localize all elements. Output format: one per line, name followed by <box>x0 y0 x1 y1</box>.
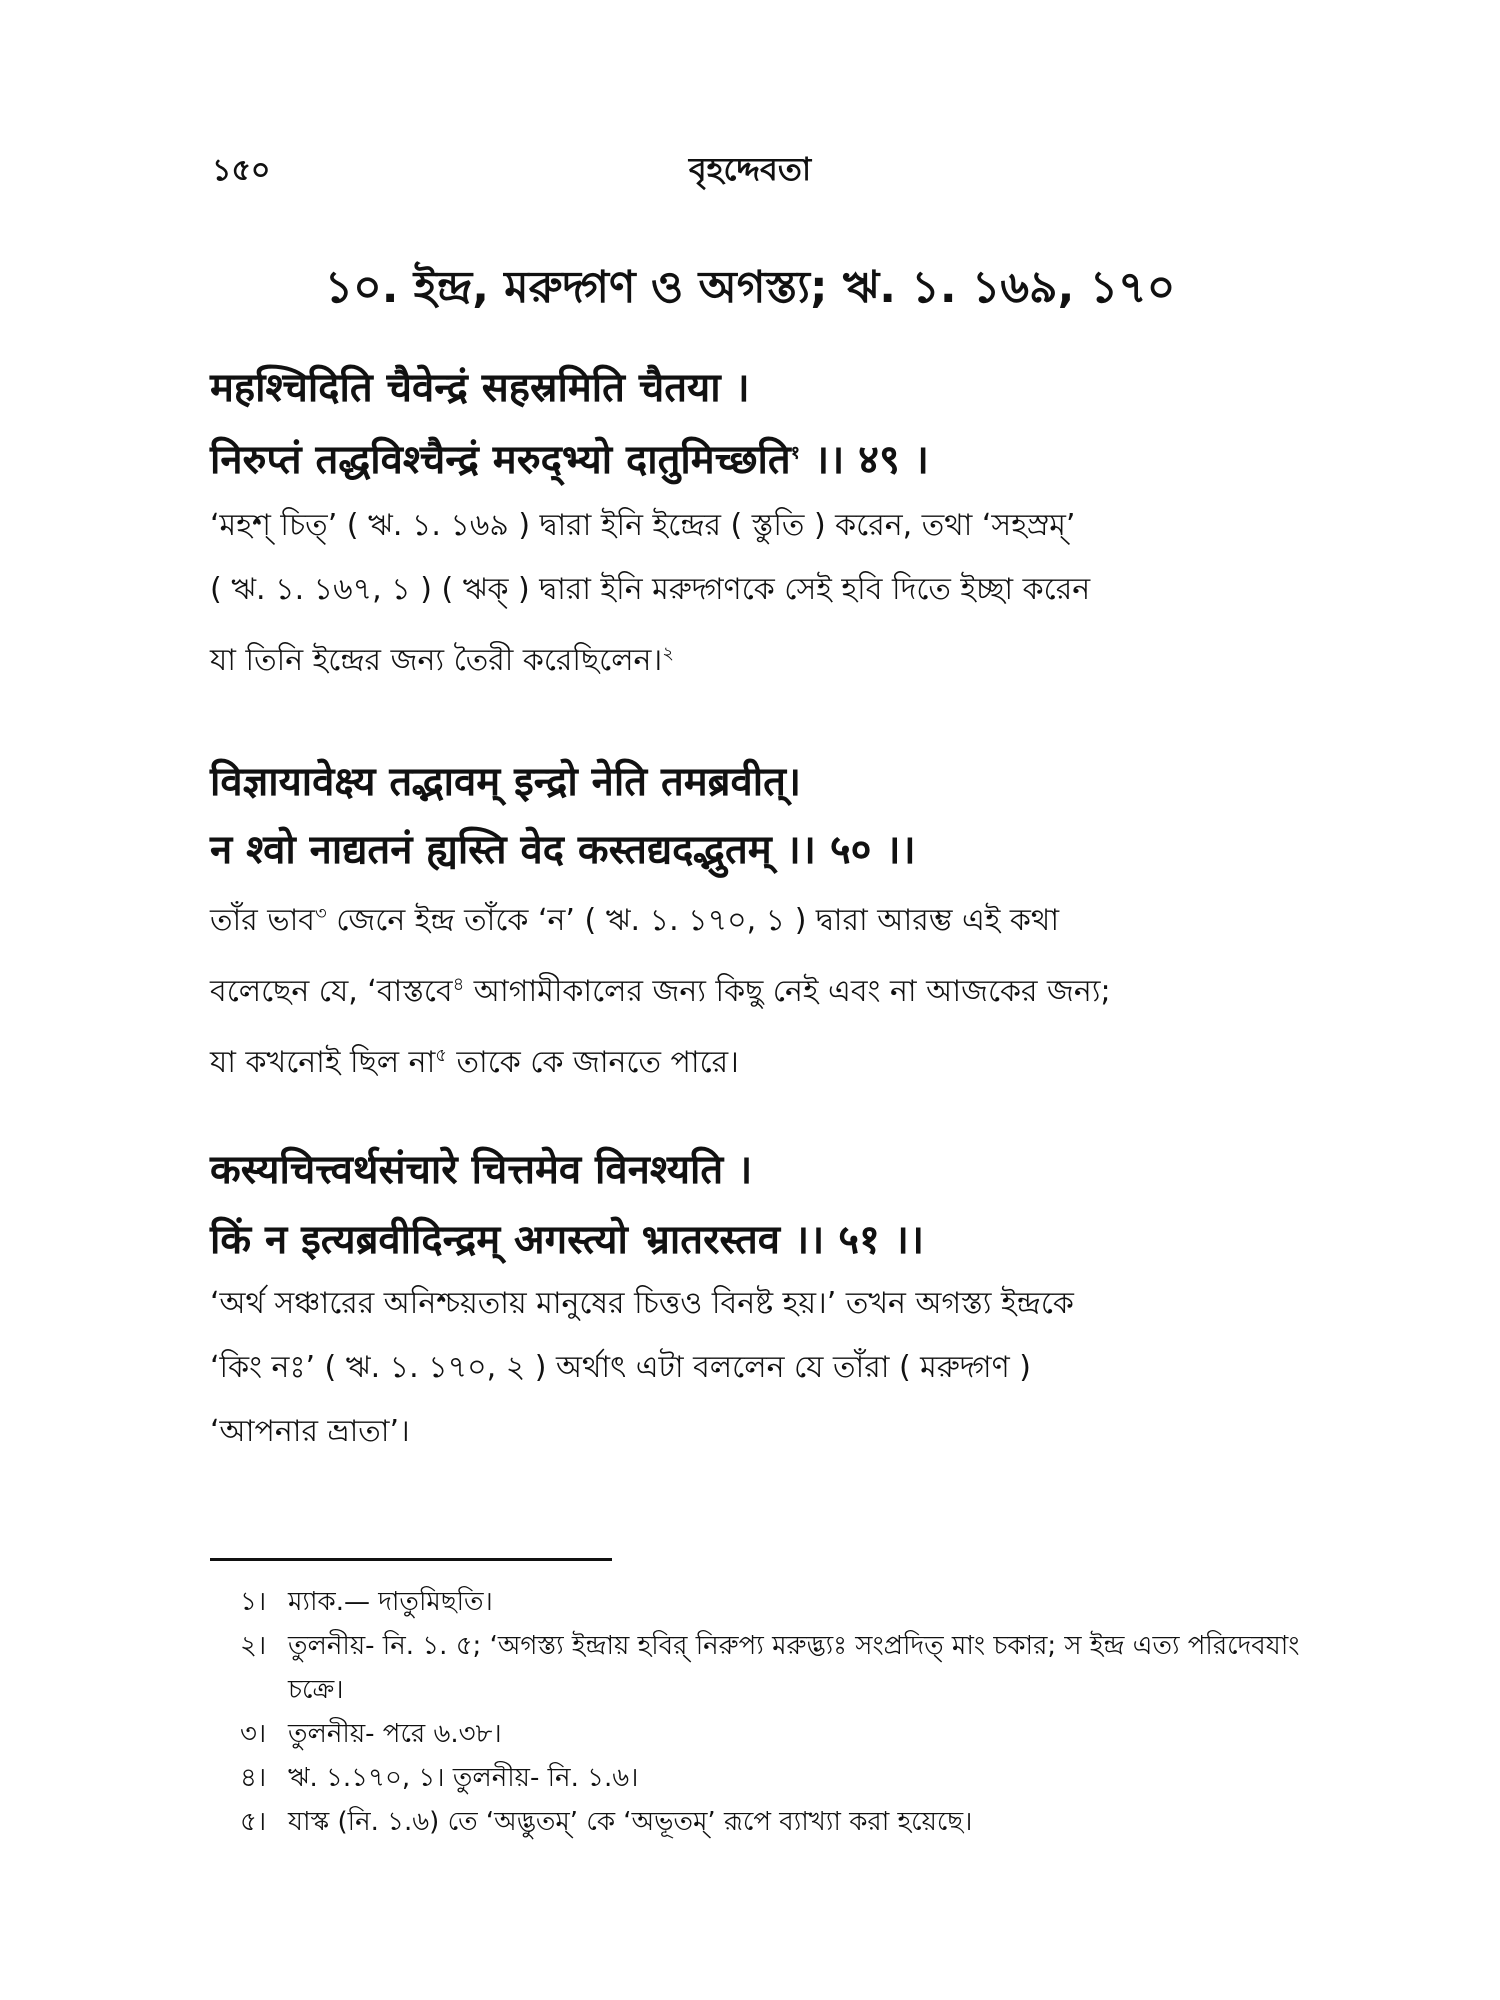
running-title: বৃহদ্দেবতা <box>688 150 812 188</box>
translation-paragraph <box>210 882 1290 1095</box>
footnote-text: তুলনীয়- পরে ৬.৩৮। <box>288 1719 502 1749</box>
translation-line: ‘আপনার ভ্রাতা’। <box>210 1414 410 1449</box>
footnote-ref: ২ <box>662 643 674 664</box>
verse-text: निरुप्तं तद्धविश्चैन्द्रं मरुद्भ्यो दातुमिच्छति <box>210 437 791 483</box>
verse-line: न श्वो नाद्यतनं ह्यस्ति वेद कस्तद्यदद्भुतम् ।। ५० ।। <box>210 827 916 873</box>
footnote <box>240 1580 1300 1624</box>
footnote-number: ২। <box>240 1631 267 1661</box>
footnote-number: ৫। <box>240 1807 267 1837</box>
footnote-ref: ৩ <box>315 903 327 924</box>
verse-number: ।। ४९ । <box>813 437 929 483</box>
footnote-text: ম্যাক.— দাতুমিছতি। <box>288 1587 493 1617</box>
footnote <box>240 1712 1300 1756</box>
footnote-text: ঋ. ১.১৭০, ১। তুলনীয়- নি. ১.৬। <box>288 1763 639 1793</box>
footnote-text: যাস্ক (নি. ১.৬) তে ‘অদ্ভুতম্’ কে ‘অভূতম্’ রূপে ব্যাখ্যা করা হয়েছে। <box>288 1807 973 1837</box>
translation-line <box>210 1024 1290 1095</box>
verse-line: कस्यचित्त्वर्थसंचारे चित्तमेव विनश्यति । <box>210 1147 753 1193</box>
translation-text: তাকে কে জানতে পারে। <box>446 1045 739 1080</box>
translation-text: আগামীকালের জন্য কিছু নেই এবং না আজকের জন্য; <box>464 974 1111 1009</box>
footnote-divider <box>210 1558 612 1561</box>
translation-text: যা কখনোই ছিল না <box>210 1045 436 1080</box>
translation-line: ( ঋ. ১. ১৬৭, ১ ) ( ঋক্ ) দ্বারা ইনি মরুদ্গণকে সেই হবি দিতে ইচ্ছা করেন <box>210 572 1091 607</box>
footnote-ref: १ <box>790 442 800 464</box>
footnote-ref: ৪ <box>452 974 465 995</box>
translation-line: ‘কিং নঃ’ ( ঋ. ১. ১৭০, ২ ) অর্থাৎ এটা বললেন যে তাঁরা ( মরুদ্গণ ) <box>210 1350 1031 1385</box>
footnote <box>240 1756 1300 1800</box>
footnote <box>240 1624 1300 1712</box>
verse-line: विज्ञायावेक्ष्य तद्भावम् इन्द्रो नेति तमब्रवीत्। <box>210 759 802 805</box>
translation-paragraph <box>210 1272 1290 1464</box>
translation-text: বলেছেন যে, ‘বাস্তবে <box>210 974 453 1009</box>
translation-line: ‘অর্থ সঞ্চারের অনিশ্চয়তায় মানুষের চিত্তও বিনষ্ট হয়।’ তখন অগস্ত্য ইন্দ্রকে <box>210 1286 1074 1321</box>
footnote-number: ৩। <box>240 1719 267 1749</box>
translation-paragraph <box>210 494 1290 693</box>
translation-text: জেনে ইন্দ্র তাঁকে ‘ন’ ( ঋ. ১. ১৭০, ১ ) দ্বারা আরম্ভ এই কথা <box>326 903 1060 938</box>
footnote-ref: ৫ <box>435 1045 447 1066</box>
footnotes <box>240 1580 1300 1844</box>
verse-line: महश्चिदिति चैवेन्द्रं सहस्रमिति चैतया । <box>210 365 750 411</box>
translation-text: তাঁর ভাব <box>210 903 315 938</box>
footnote-number: ১। <box>240 1587 267 1617</box>
footnote-text: তুলনীয়- নি. ১. ৫; ‘অগস্ত্য ইন্দ্রায় হবির্ নিরুপ্য মরুদ্ভ্যঃ সংপ্রদিত্‌ মাং চকার; স ইন্দ্র এত্য পরিদেবযাং চক্রে। <box>288 1631 1300 1705</box>
translation-line <box>210 953 1290 1024</box>
page-number: ১৫০ <box>212 153 271 188</box>
translation-text: যা তিনি ইন্দ্রের জন্য তৈরী করেছিলেন। <box>210 643 663 678</box>
verse-line: किं न इत्यब्रवीदिन्द्रम् अगस्त्यो भ्रातरस्तव ।। ५१ ।। <box>210 1217 925 1263</box>
translation-line: ‘মহশ্ চিত্’ ( ঋ. ১. ১৬৯ ) দ্বারা ইনি ইন্দ্রের ( স্তুতি ) করেন, তথা ‘সহস্রম্’ <box>210 508 1076 543</box>
footnote-number: ৪। <box>240 1763 267 1793</box>
translation-line <box>210 882 1290 953</box>
chapter-heading: ১০. ইন্দ্র, মরুদ্গণ ও অগস্ত্য; ঋ. ১. ১৬৯, ১৭০ <box>324 262 1176 313</box>
footnote <box>240 1800 1300 1844</box>
verse-line <box>210 430 929 485</box>
translation-line <box>210 622 1290 693</box>
